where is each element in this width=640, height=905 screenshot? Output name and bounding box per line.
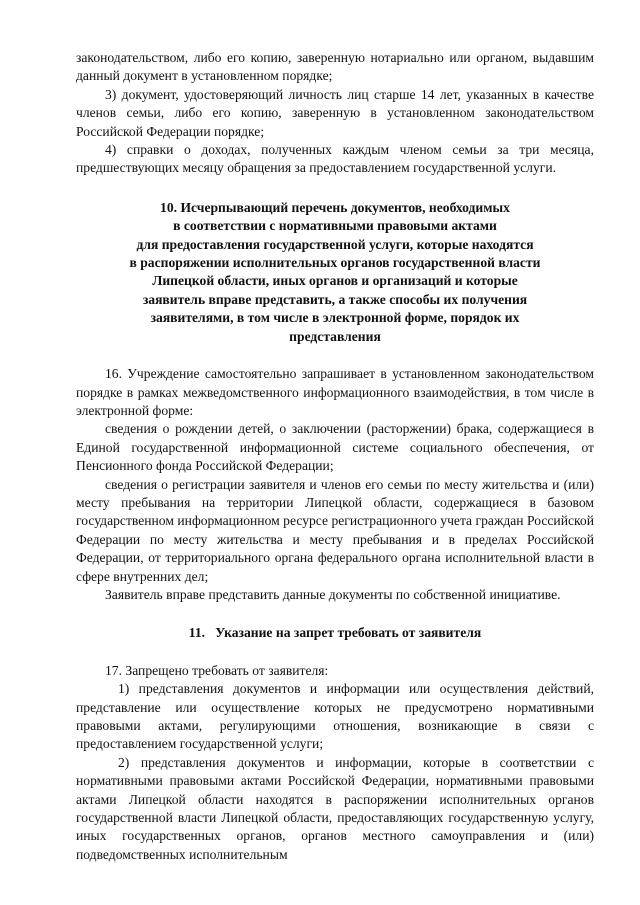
intro-paragraph-3: 4) справки о доходах, полученных каждым членом семьи за три месяца, предшествующих месяцу обращения за предоставлением государственной услуги. (76, 142, 594, 176)
list-item-registration: сведения о регистрации заявителя и членов его семьи по месту жительства и (или) месту пребывания на территории Липецкой области, содержащиеся в базовом государственном информационном ресурсе регистрационного учета граждан Российской Федерации по месту жительства и месту пребывания и в пределах Российской Федерации, от территориального органа федерального органа исполнительной власти в сфере внутренних дел; (76, 476, 594, 584)
section-10-heading (76, 199, 594, 346)
section-10-heading-line: в соответствии с нормативными правовыми актами (173, 218, 497, 234)
intro-paragraph-1: законодательством, либо его копию, заверенную нотариально или органом, выдавшим данный документ в установленном порядке; (76, 50, 594, 84)
section-11-heading: 11. Указание на запрет требовать от заявителя (188, 625, 482, 641)
section-10-heading-line: для предоставления государственной услуги, которые находятся (136, 236, 534, 252)
section-10-heading-line: представления (289, 328, 381, 344)
paragraph-16: 16. Учреждение самостоятельно запрашивает в установленном законодательством порядке в рамках межведомственного информационного взаимодействия, в том числе в электронной форме: (76, 366, 594, 418)
paragraph-17: 17. Запрещено требовать от заявителя: (105, 662, 329, 678)
section-10-heading-line: 10. Исчерпывающий перечень документов, необходимых (160, 199, 510, 215)
list-item-2: 2) представления документов и информации, которые в соответствии с нормативными правовыми актами Российской Федерации, нормативными правовыми актами Липецкой области находятся в распоряжении исполнительных органов государственной власти Липецкой области, предоставляющих государственную услугу, иных государственных органов, органов местного самоуправления и (или) подведомственных исполнительным (76, 754, 594, 862)
intro-paragraph-2: 3) документ, удостоверяющий личность лиц старше 14 лет, указанных в качестве членов семьи, либо его копию, заверенную в установленном законодательством Российской Федерации порядке; (76, 86, 594, 139)
applicant-right-paragraph: Заявитель вправе представить данные документы по собственной инициативе. (105, 586, 561, 602)
list-item-birth-marriage: сведения о рождении детей, о заключении (расторжении) брака, содержащиеся в Единой государственной информационной системе социального обеспечения, от Пенсионного фонда Российской Федерации; (76, 421, 594, 474)
section-10-heading-line: заявитель вправе представить, а также способы их получения (142, 291, 528, 307)
section-10-heading-line: в распоряжении исполнительных органов государственной власти (129, 255, 541, 271)
document-page (76, 49, 594, 864)
list-item-1: 1) представления документов и информации или осуществления действий, представление или осуществление которых не предусмотрено нормативными правовыми актами, регулирующими отношения, возникающие в связи с предоставлением государственной услуги; (76, 681, 594, 752)
section-10-heading-line: Липецкой области, иных органов и организаций и которые (152, 273, 518, 289)
section-10-heading-line: заявителями, в том числе в электронной форме, порядок их (150, 310, 520, 326)
